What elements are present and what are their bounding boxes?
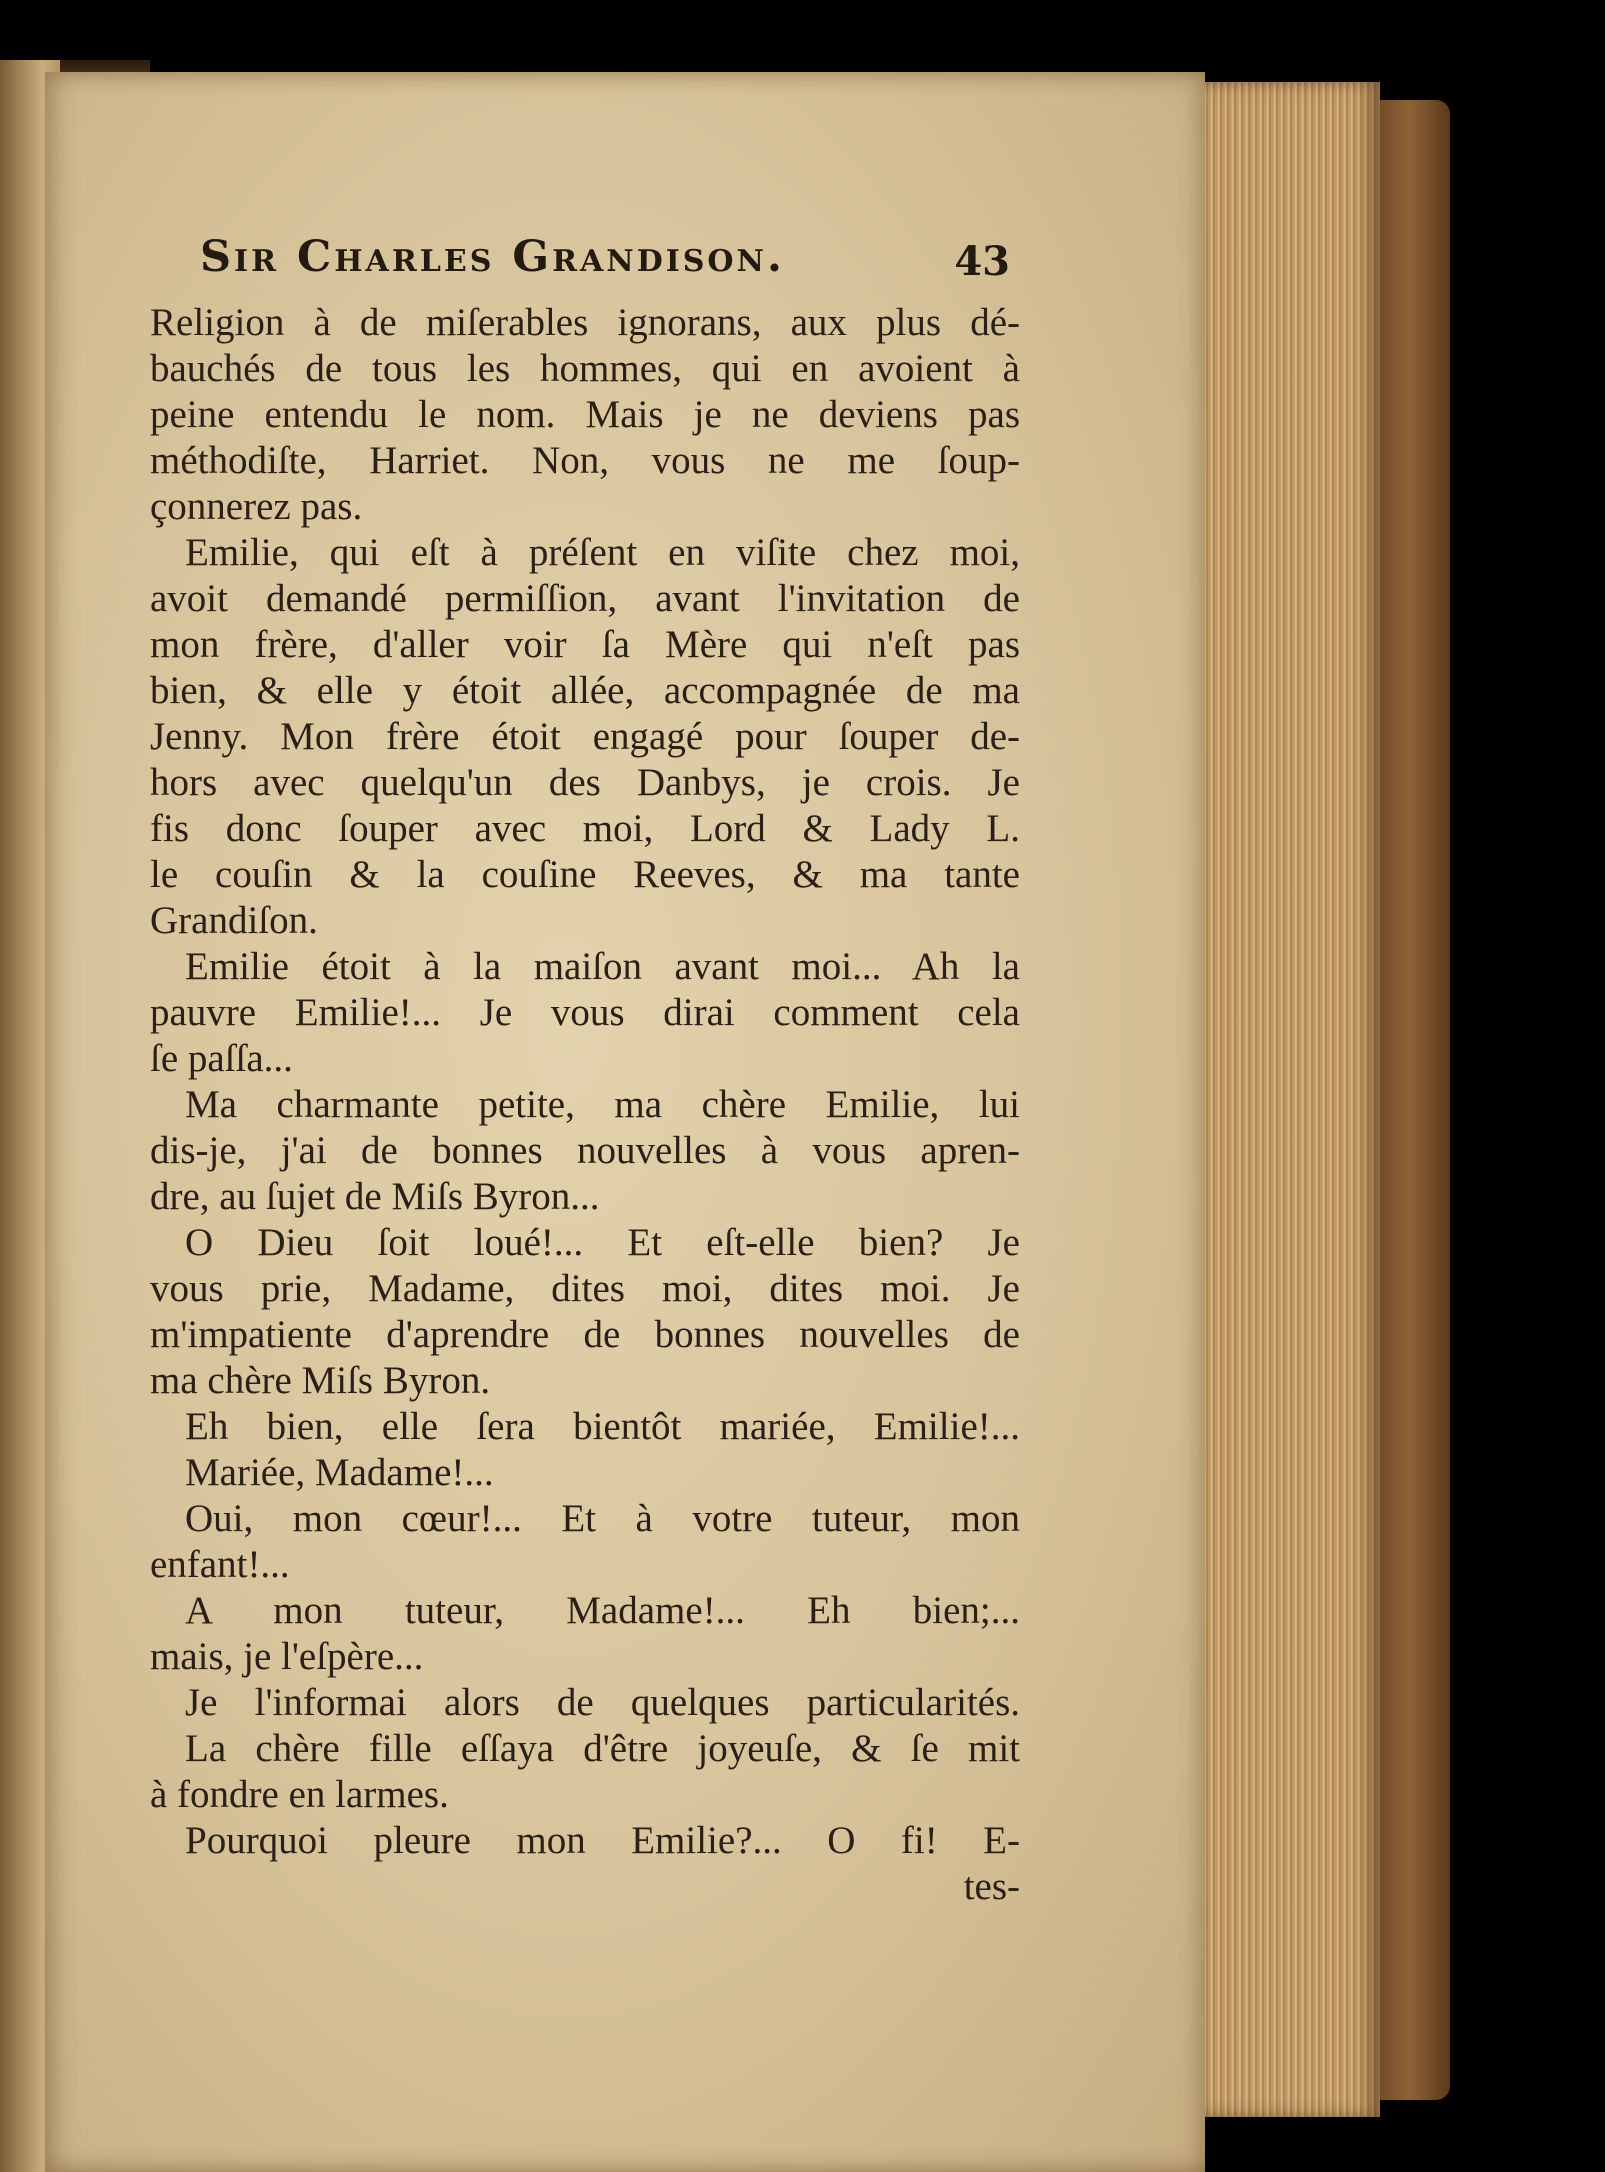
text-line: Jenny. Mon frère étoit engagé pour ſouper de- <box>150 715 1020 758</box>
page-fore-edge <box>1195 82 1380 2117</box>
text-line: Oui, mon cœur!... Et à votre tuteur, mon <box>185 1497 1020 1540</box>
text-line: Religion à de miſerables ignorans, aux plus dé- <box>150 301 1020 344</box>
book-cover <box>1370 100 1450 2100</box>
text-line: dis-je, j'ai de bonnes nouvelles à vous apren- <box>150 1129 1020 1172</box>
text-line: bien, & elle y étoit allée, accompagnée de ma <box>150 669 1020 712</box>
text-line: dre, au ſujet de Miſs Byron... <box>150 1175 600 1218</box>
text-line: hors avec quelqu'un des Danbys, je crois. Je <box>150 761 1020 804</box>
text-line: mon frère, d'aller voir ſa Mère qui n'eſt pas <box>150 623 1020 666</box>
catchword: tes- <box>963 1865 1020 1908</box>
page-body-text <box>150 300 1020 1910</box>
text-line: méthodiſte, Harriet. Non, vous ne me ſoup- <box>150 439 1020 482</box>
text-line: Mariée, Madame!... <box>185 1451 494 1494</box>
background-shadow <box>1450 0 1605 2172</box>
text-line: bauchés de tous les hommes, qui en avoient à <box>150 347 1020 390</box>
text-line: Pourquoi pleure mon Emilie?... O fi! E- <box>185 1819 1020 1862</box>
text-line: mais, je l'eſpère... <box>150 1635 424 1678</box>
page-number: 43 <box>954 238 1010 285</box>
text-line: à fondre en larmes. <box>150 1773 449 1816</box>
text-line: ſe paſſa... <box>150 1037 293 1080</box>
text-line: La chère fille eſſaya d'être joyeuſe, & ſe mit <box>185 1727 1020 1770</box>
text-line: Eh bien, elle ſera bientôt mariée, Emilie!... <box>185 1405 1020 1448</box>
text-line: avoit demandé permiſſion, avant l'invitation de <box>150 577 1020 620</box>
text-line: m'impatiente d'aprendre de bonnes nouvelles de <box>150 1313 1020 1356</box>
text-line: A mon tuteur, Madame!... Eh bien;... <box>185 1589 1020 1632</box>
text-line: peine entendu le nom. Mais je ne deviens pas <box>150 393 1020 436</box>
text-line: le couſin & la couſine Reeves, & ma tante <box>150 853 1020 896</box>
text-line: Emilie étoit à la maiſon avant moi... Ah la <box>185 945 1020 988</box>
text-line: O Dieu ſoit loué!... Et eſt-elle bien? Je <box>185 1221 1020 1264</box>
text-line: pauvre Emilie!... Je vous dirai comment cela <box>150 991 1020 1034</box>
text-line: Ma charmante petite, ma chère Emilie, lui <box>185 1083 1020 1126</box>
text-line: Je l'informai alors de quelques particularités. <box>185 1681 1020 1724</box>
running-head: Sir Charles Grandison. <box>200 232 785 282</box>
text-line: Emilie, qui eſt à préſent en viſite chez moi, <box>185 531 1020 574</box>
text-line: enfant!... <box>150 1543 290 1586</box>
text-line: ma chère Miſs Byron. <box>150 1359 491 1402</box>
text-line: vous prie, Madame, dites moi, dites moi. Je <box>150 1267 1020 1310</box>
text-line: çonnerez pas. <box>150 485 363 528</box>
text-line: fis donc ſouper avec moi, Lord & Lady L. <box>150 807 1020 850</box>
text-line: Grandiſon. <box>150 899 318 942</box>
